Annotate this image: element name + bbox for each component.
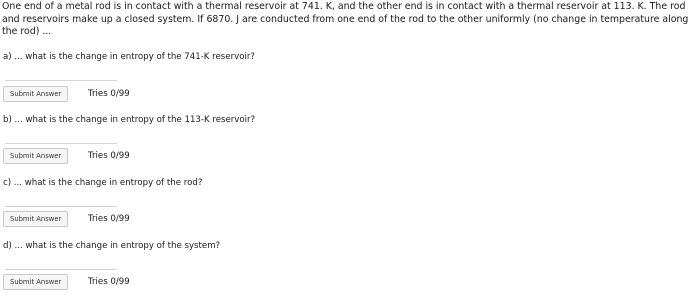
question-text: a) ... what is the change in entropy of the 741-K reservoir? [3,52,255,62]
answer-input-d[interactable] [5,254,117,269]
answer-input-underline [5,80,117,81]
submit-answer-button-b[interactable]: Submit Answer [3,148,68,164]
question-text: c) ... what is the change in entropy of the rod? [3,178,203,188]
tries-counter-a: Tries 0/99 [88,89,130,99]
question-text: d) ... what is the change in entropy of the system? [3,241,221,251]
submit-answer-button-c[interactable]: Submit Answer [3,211,68,227]
problem-statement: One end of a metal rod is in contact with a thermal reservoir at 741. K, and the other end is in contact with a thermal reservoir at 113. K. The rod and reservoirs make up a closed system. If 6870. J are conducted from one end of the rod to the other uniformly (no change in temperature along the rod) ... [2,1,689,38]
question-part-a [3,52,603,63]
submit-answer-button-a[interactable]: Submit Answer [3,86,68,102]
answer-input-a[interactable] [5,65,117,80]
question-text: b) ... what is the change in entropy of the 113-K reservoir? [3,115,256,125]
question-part-b [3,115,603,126]
answer-input-underline [5,269,117,270]
question-part-d [3,241,603,252]
answer-input-underline [5,206,117,207]
answer-input-underline [5,143,117,144]
tries-counter-d: Tries 0/99 [88,277,130,287]
submit-answer-button-d[interactable]: Submit Answer [3,274,68,290]
answer-input-c[interactable] [5,191,117,206]
tries-counter-b: Tries 0/99 [88,151,130,161]
tries-counter-c: Tries 0/99 [88,214,130,224]
question-part-c [3,178,603,189]
answer-input-b[interactable] [5,128,117,143]
